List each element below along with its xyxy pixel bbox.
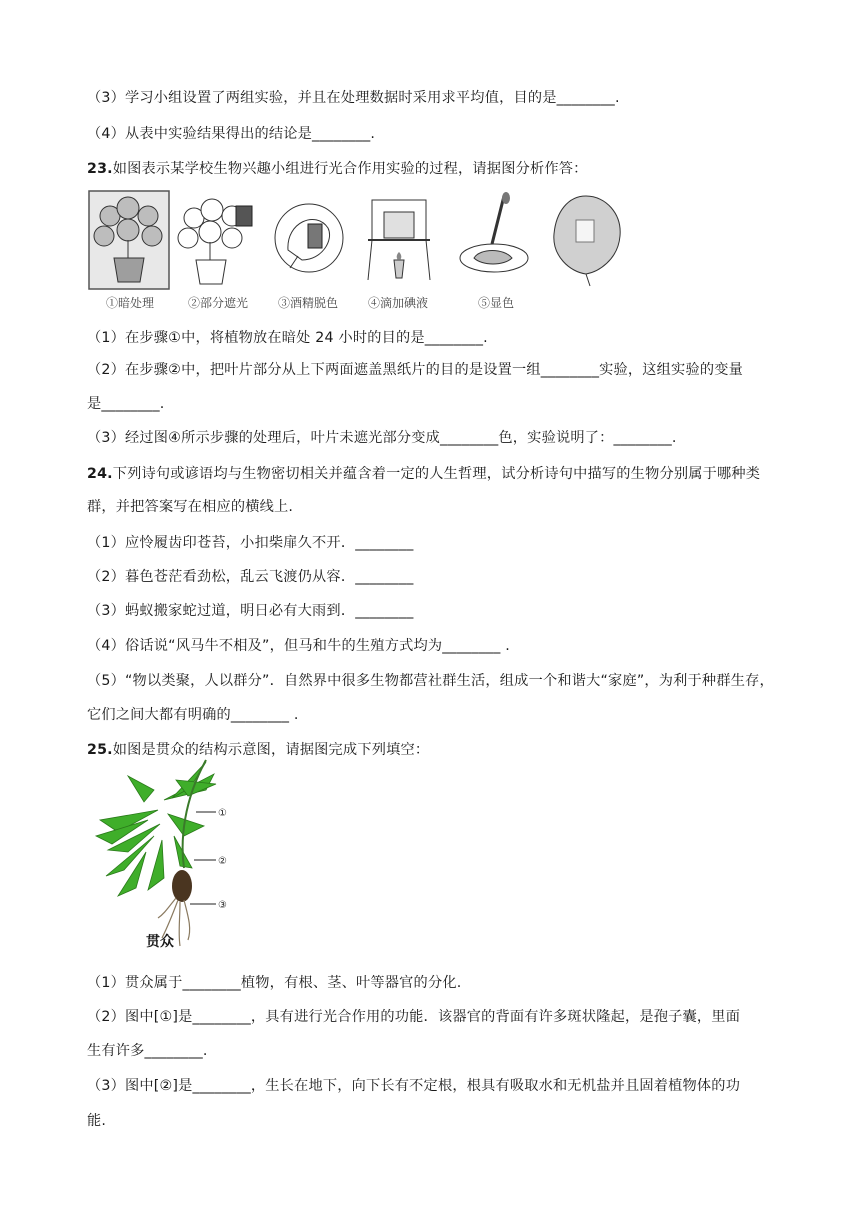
q24-part4: （4）俗话说“风马牛不相及”，但马和牛的生殖方式均为________ . bbox=[87, 638, 511, 654]
step2-label: ②部分遮光 bbox=[187, 296, 248, 310]
q23-stem bbox=[87, 158, 588, 180]
q23-number: 23. bbox=[87, 161, 113, 177]
q24-number: 24. bbox=[87, 466, 113, 482]
q23-part3: （3）经过图④所示步骤的处理后，叶片未遮光部分变成________色，实验说明了：________. bbox=[87, 430, 677, 446]
step5-label: ⑤显色 bbox=[477, 296, 514, 310]
q25-part2-line2: 生有许多________. bbox=[87, 1043, 208, 1059]
stained-leaf-result-image bbox=[546, 190, 628, 290]
q23-text: 如图表示某学校生物兴趣小组进行光合作用实验的过程，请据图分析作答： bbox=[112, 161, 588, 177]
step3-label: ③酒精脱色 bbox=[277, 296, 338, 310]
fern-figure-caption: 贯众 bbox=[146, 934, 174, 950]
q24-part5-line1: （5）“物以类聚，人以群分”．自然界中很多生物都营社群生活，组成一个和谐大“家庭”，为利于种群生存， bbox=[87, 673, 774, 689]
q24-part5-line2: 它们之间大都有明确的________ . bbox=[87, 707, 299, 723]
fern-structure-figure bbox=[88, 740, 248, 952]
partial-shading-plant-image bbox=[174, 190, 256, 290]
photosynthesis-experiment-figure bbox=[88, 190, 628, 318]
marker-2-label: ② bbox=[218, 856, 227, 867]
q23-part2-line2: 是________. bbox=[87, 396, 165, 412]
q24-stem-line1 bbox=[87, 463, 760, 485]
iodine-drop-dish-image bbox=[454, 190, 536, 290]
q24-part1: （1）应怜履齿印苍苔，小扣柴扉久不开．________ bbox=[87, 535, 414, 551]
q24-part2: （2）暮色苍茫看劲松，乱云飞渡仍从容．________ bbox=[87, 569, 414, 585]
q25-text: 如图是贯众的结构示意图，请据图完成下列填空： bbox=[112, 742, 430, 758]
q24-part3: （3）蚂蚁搬家蛇过道，明日必有大雨到．________ bbox=[87, 603, 414, 619]
q25-part3-line2: 能. bbox=[87, 1113, 107, 1129]
shaded-leaf-image bbox=[268, 190, 350, 290]
q24-stem-line2: 群，并把答案写在相应的横线上. bbox=[87, 499, 294, 515]
dark-treatment-plant-image bbox=[88, 190, 170, 290]
step4-label: ④滴加碘液 bbox=[367, 296, 428, 310]
q25-number: 25. bbox=[87, 742, 113, 758]
marker-1-label: ① bbox=[218, 808, 227, 819]
alcohol-bleaching-apparatus-image bbox=[358, 190, 440, 290]
step1-label: ①暗处理 bbox=[105, 296, 154, 310]
marker-3-label: ③ bbox=[218, 900, 227, 911]
q22-part4: （4）从表中实验结果得出的结论是________. bbox=[87, 126, 376, 142]
q25-part1: （1）贯众属于________植物，有根、茎、叶等器官的分化. bbox=[87, 975, 462, 991]
q23-part2-line1: （2）在步骤②中，把叶片部分从上下两面遮盖黑纸片的目的是设置一组________实验，这组实验的变量 bbox=[87, 362, 743, 378]
q24-text: 下列诗句或谚语均与生物密切相关并蕴含着一定的人生哲理，试分析诗句中描写的生物分别属于哪种类 bbox=[112, 466, 761, 482]
q22-part3: （3）学习小组设置了两组实验，并且在处理数据时采用求平均值，目的是________. bbox=[87, 90, 620, 106]
q25-part3-line1: （3）图中[②]是________，生长在地下，向下长有不定根，根具有吸取水和无机盐并且固着植物体的功 bbox=[87, 1078, 741, 1094]
q25-part2-line1: （2）图中[①]是________，具有进行光合作用的功能．该器官的背面有许多斑状隆起，是孢子囊，里面 bbox=[87, 1009, 741, 1025]
q23-part1: （1）在步骤①中，将植物放在暗处 24 小时的目的是________. bbox=[87, 330, 488, 346]
